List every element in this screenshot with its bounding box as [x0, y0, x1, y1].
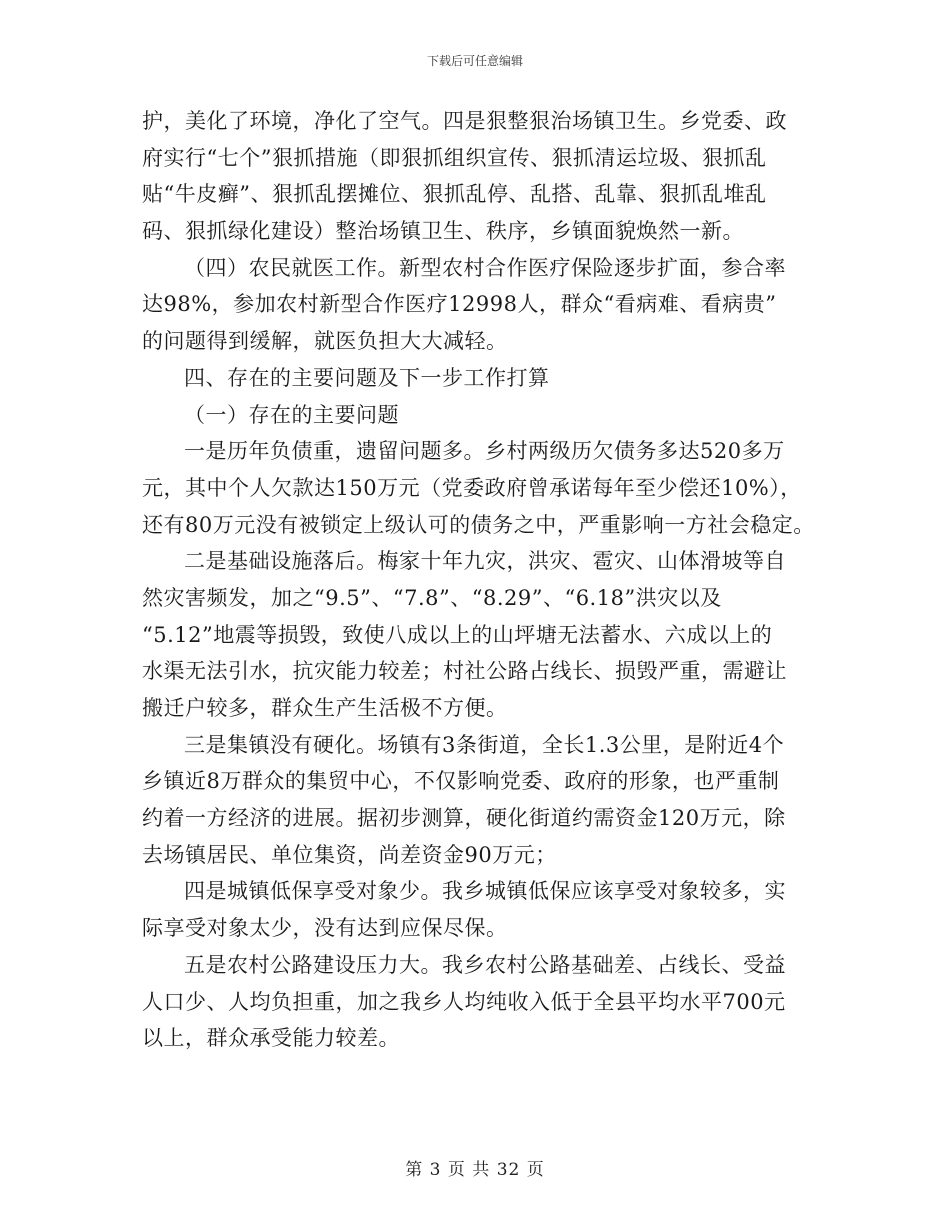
text-line: 府实行“七个”狠抓措施（即狠抓组织宣传、狠抓清运垃圾、狠抓乱 — [142, 145, 767, 170]
paragraph-start-line: 五是农村公路建设压力大。我乡农村公路基础差、占线长、受益 — [184, 952, 786, 977]
subsection-heading: （一）存在的主要问题 — [184, 402, 399, 427]
paragraph-start-line: 二是基础设施落后。梅家十年九灾，洪灾、雹灾、山体滑坡等自 — [184, 549, 786, 574]
paragraph-start-line: （四）农民就医工作。新型农村合作医疗保险逐步扩面，参合率 — [184, 255, 786, 280]
paragraph-start-line: 一是历年负债重，遗留问题多。乡村两级历欠债务多达520多万 — [184, 439, 785, 464]
text-line: 元，其中个人欠款达150万元（党委政府曾承诺每年至少偿还10%）， — [142, 475, 802, 500]
text-line: 水渠无法引水，抗灾能力较差；村社公路占线长、损毁严重，需避让 — [142, 659, 787, 684]
text-line: 去场镇居民、单位集资，尚差资金90万元； — [142, 842, 557, 867]
text-line: 还有80万元没有被锁定上级认可的债务之中，严重影响一方社会稳定。 — [142, 512, 815, 537]
text-line: 以上，群众承受能力较差。 — [142, 1026, 400, 1051]
text-line: 护，美化了环境，净化了空气。四是狠整狠治场镇卫生。乡党委、政 — [142, 109, 787, 133]
text-line: 约着一方经济的进展。据初步测算，硬化街道约需资金120万元，除 — [142, 806, 786, 831]
text-line: 乡镇近8万群众的集贸中心，不仅影响党委、政府的形象，也严重制 — [142, 769, 780, 794]
text-line: 贴“牛皮癣”、狠抓乱摆摊位、狠抓乱停、乱搭、乱靠、狠抓乱堆乱 — [142, 182, 767, 207]
paragraph-start-line: 三是集镇没有硬化。场镇有3条街道，全长1.3公里，是附近4个 — [184, 732, 785, 757]
text-line: 搬迁户较多，群众生产生活极不方便。 — [142, 696, 508, 720]
text-line: 人口少、人均负担重，加之我乡人均纯收入低于全县平均水平700元 — [142, 989, 786, 1014]
text-line: 达98%，参加农村新型合作医疗12998人，群众“看病难、看病贵” — [142, 292, 777, 317]
page-header-note: 下载后可任意编辑 — [426, 54, 523, 68]
text-line: 码、狠抓绿化建设）整治场镇卫生、秩序，乡镇面貌焕然一新。 — [142, 219, 744, 244]
section-heading: 四、存在的主要问题及下一步工作打算 — [184, 365, 550, 390]
text-line: 的问题得到缓解，就医负担大大减轻。 — [142, 329, 508, 354]
text-line: “5.12”地震等损毁，致使八成以上的山坪塘无法蓄水、六成以上的 — [142, 622, 773, 647]
paragraph-start-line: 四是城镇低保享受对象少。我乡城镇低保应该享受对象较多，实 — [184, 879, 786, 904]
text-line: 际享受对象太少，没有达到应保尽保。 — [142, 916, 508, 941]
text-line: 然灾害频发，加之“9.5”、“7.8”、“8.29”、“6.18”洪灾以及 — [142, 585, 722, 610]
page-number: 第 3 页 共 32 页 — [405, 1160, 545, 1180]
document-body — [142, 103, 822, 1057]
